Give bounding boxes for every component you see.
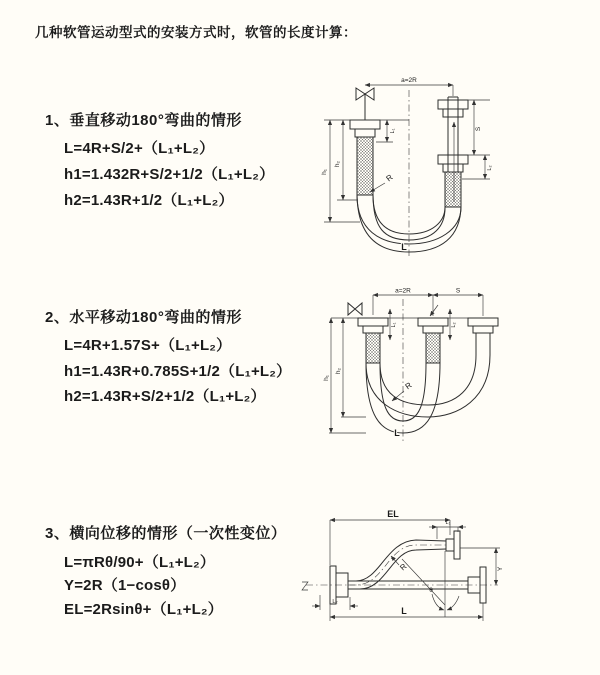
- dim-l1: [376, 120, 396, 142]
- valve-icon: [356, 88, 374, 120]
- angle-label: θ: [429, 587, 433, 594]
- right-pipe-moved-position: [476, 333, 490, 355]
- upper-flange-fitting: [446, 531, 460, 559]
- dim-label-h2: h₂: [334, 160, 341, 168]
- diagram-vertical-u-bend: [310, 72, 500, 264]
- dim-l1: [390, 309, 397, 340]
- section-1-formula-h1: h1=1.432R+S/2+1/2（L₁+L₂）: [64, 166, 275, 183]
- right-flange-fitting: [468, 318, 498, 333]
- right-pipe: [438, 97, 468, 172]
- section-3-heading: 3、横向位移的情形（一次性变位）: [45, 525, 287, 542]
- dim-label-h1: h₁: [321, 169, 328, 175]
- radius-leader: [370, 173, 395, 192]
- dim-label-l1: L₁: [445, 520, 451, 526]
- dim-h2: [334, 120, 358, 200]
- left-flange-fitting: [350, 120, 380, 137]
- middle-flange-fitting: [418, 318, 448, 333]
- dim-label-l2: L₂: [487, 165, 493, 171]
- dim-label-l: L: [401, 606, 407, 616]
- section-2-heading: 2、水平移动180°弯曲的情形: [45, 309, 242, 326]
- dim-h1: [323, 318, 366, 433]
- dim-s: [468, 100, 490, 155]
- valve-icon: [348, 303, 362, 315]
- centerline-break-mark: [302, 582, 308, 590]
- dim-label-el: EL: [387, 509, 399, 519]
- section-2-formula-h2: h2=1.43R+S/2+1/2（L₁+L₂）: [64, 388, 266, 405]
- dim-label-l1: L₁: [390, 128, 396, 134]
- section-1-heading: 1、垂直移动180°弯曲的情形: [45, 112, 242, 129]
- braided-hose-left: [357, 137, 373, 195]
- dim-label-l1: L₁: [391, 322, 397, 328]
- radius-label: R: [403, 380, 414, 392]
- page-title: 几种软管运动型式的安装方式时，软管的长度计算：: [35, 25, 357, 40]
- dim-h2: [335, 318, 366, 417]
- dim-label-h1: h₁: [323, 375, 330, 381]
- radius-label: R: [398, 561, 409, 573]
- radius-label: R: [384, 172, 395, 184]
- dim-label-l2: L₂: [332, 599, 338, 605]
- dim-label-y: Y: [497, 566, 504, 572]
- diagram-lateral-displacement: [298, 505, 508, 650]
- u-bend-hose-arcs: [366, 355, 490, 433]
- leader-arrow-middle-flange: [430, 305, 438, 316]
- dim-h1: [321, 120, 360, 222]
- dim-s: [433, 288, 483, 317]
- hose-s-curve: [348, 540, 446, 589]
- section-2-formula-L: L=4R+1.57S+（L₁+L₂）: [64, 337, 232, 354]
- dim-label-l2: L₂: [451, 322, 457, 328]
- braided-hose-right: [445, 172, 461, 207]
- dim-el: [330, 509, 450, 565]
- left-flange-fitting: [358, 318, 388, 333]
- section-3-formula-L: L=πRθ/90+（L₁+L₂）: [64, 554, 216, 571]
- section-1-formula-h2: h2=1.43R+1/2（L₁+L₂）: [64, 192, 234, 209]
- length-label: L: [394, 428, 400, 438]
- braided-hose-left: [366, 333, 380, 363]
- length-label: L: [401, 242, 407, 252]
- section-1-formula-L: L=4R+S/2+（L₁+L₂）: [64, 140, 215, 157]
- section-2-formula-h1: h1=1.43R+0.785S+1/2（L₁+L₂）: [64, 363, 292, 380]
- dim-label-a2r: a=2R: [395, 287, 411, 295]
- section-3-formula-EL: EL=2Rsinθ+（L₁+L₂）: [64, 601, 223, 618]
- braided-hose-middle: [426, 333, 440, 363]
- dim-label-h2: h₂: [335, 367, 342, 375]
- section-3-formula-Y: Y=2R（1−cosθ）: [64, 577, 186, 594]
- dim-label-s: S: [455, 287, 461, 295]
- dim-l2: [312, 595, 358, 610]
- dim-l2: [450, 309, 457, 340]
- dim-label-s: S: [475, 126, 482, 132]
- dim-l2: [462, 155, 493, 179]
- angle-construction: [402, 551, 459, 617]
- diagram-horizontal-u-bend: [318, 283, 533, 453]
- dim-label-a2r: a=2R: [401, 77, 417, 84]
